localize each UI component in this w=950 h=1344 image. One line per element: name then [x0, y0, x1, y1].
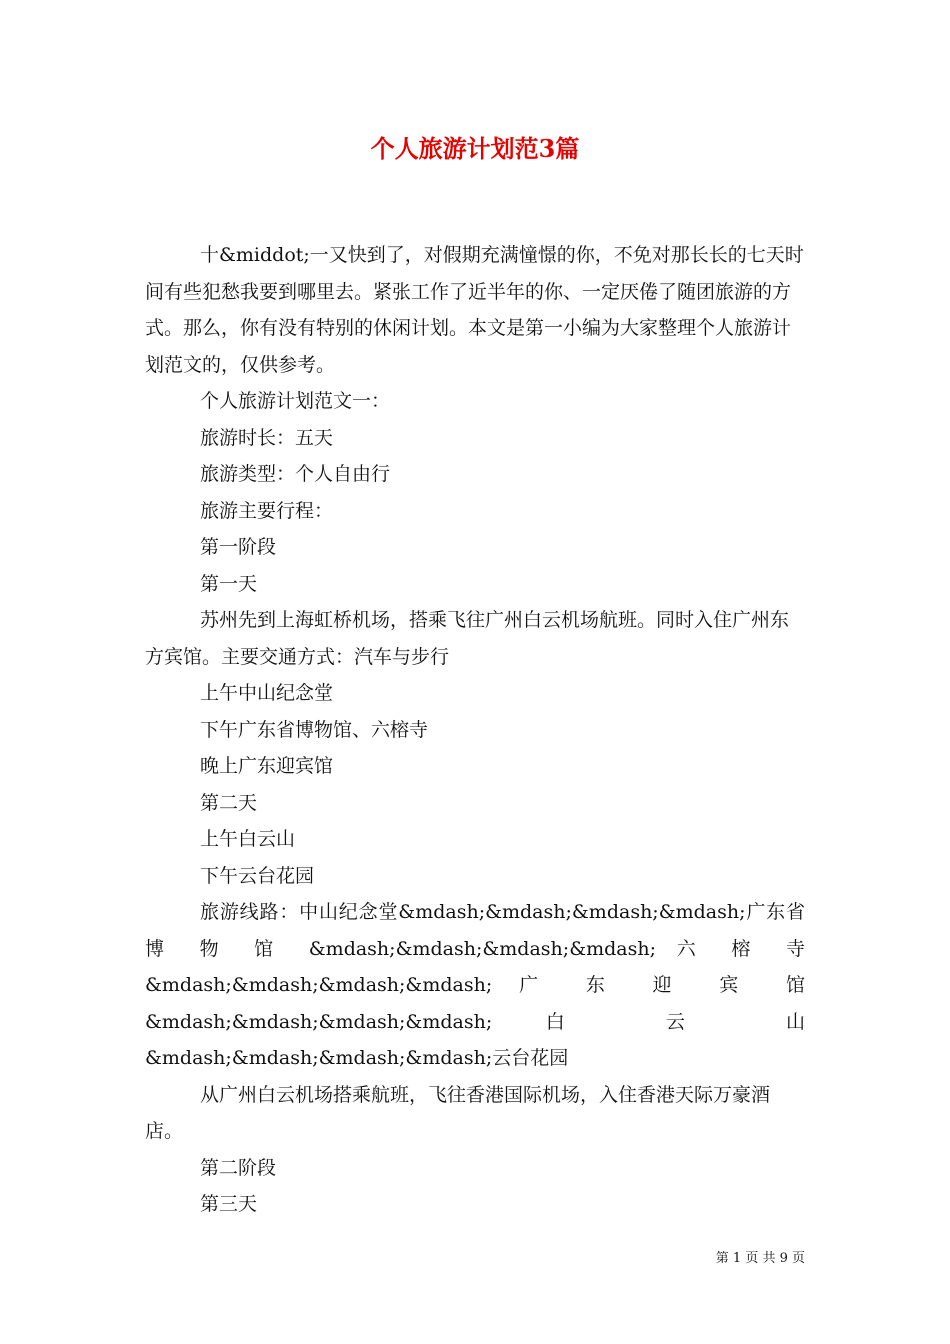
paragraph-stage-2: 第二阶段 [200, 1156, 277, 1179]
paragraph-afternoon-1: 下午广东省博物馆、六榕寺 [200, 718, 429, 741]
page-footer: 第 1 页 共 9 页 [715, 1251, 805, 1266]
document-body [145, 237, 805, 1223]
route-line: &mdash;&mdash;&mdash;&mdash; 广 东 迎 宾 馆 [145, 974, 805, 996]
intro-paragraph: 十&middot;一又快到了，对假期充满憧憬的你，不免对那长长的七天时间有些犯愁我要到哪里去。紧张工作了近半年的你、一定厌倦了随团旅游的方式。那么，你有没有特别的休闲计划。本文是第一小编为大家整理个人旅游计划范文的，仅供参考。 [145, 244, 804, 376]
paragraph-stage-1: 第一阶段 [200, 536, 277, 558]
paragraph-duration: 旅游时长：五天 [200, 426, 334, 449]
paragraph-morning-1: 上午中山纪念堂 [200, 682, 334, 704]
section-heading: 个人旅游计划范文一： [200, 390, 391, 412]
route-line: &mdash;&mdash;&mdash;&mdash;云台花园 [145, 1047, 569, 1069]
paragraph-day-1-detail: 苏州先到上海虹桥机场，搭乘飞往广州白云机场航班。同时入住广州东方宾馆。主要交通方式：汽车与步行 [145, 609, 790, 668]
paragraph-itinerary: 旅游主要行程： [200, 499, 334, 522]
document-title: 个人旅游计划范3篇 [370, 134, 580, 163]
paragraph-day-1: 第一天 [200, 572, 258, 595]
paragraph-evening-1: 晚上广东迎宾馆 [200, 755, 334, 777]
paragraph-morning-2: 上午白云山 [200, 828, 296, 850]
paragraph-type: 旅游类型：个人自由行 [200, 463, 391, 485]
route-line: 博 物 馆 &mdash;&mdash;&mdash;&mdash; 六 榕 寺 [145, 937, 805, 960]
paragraph-day-2: 第二天 [200, 791, 258, 814]
paragraph-flight-hk: 从广州白云机场搭乘航班，飞往香港国际机场，入住香港天际万豪酒店。 [145, 1083, 771, 1142]
paragraph-day-3: 第三天 [200, 1193, 258, 1215]
paragraph-afternoon-2: 下午云台花园 [200, 864, 315, 887]
route-line: 旅游线路：中山纪念堂&mdash;&mdash;&mdash;&mdash;广东省 [200, 901, 805, 923]
route-line: &mdash;&mdash;&mdash;&mdash; 白 云 山 [145, 1010, 805, 1033]
